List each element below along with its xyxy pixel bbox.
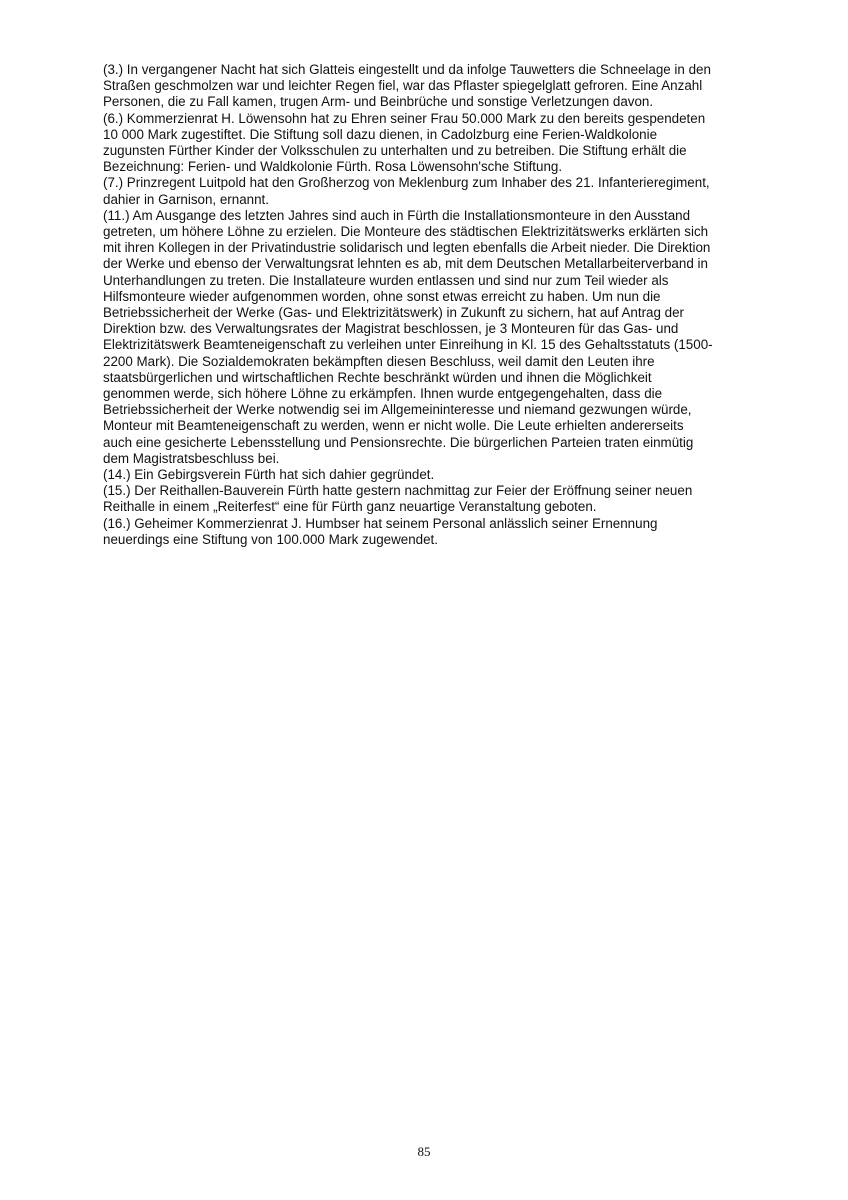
page-number: 85 — [417, 1144, 431, 1159]
chronicle-text — [103, 62, 753, 548]
entry-3: (3.) In vergangener Nacht hat sich Glatteis eingestellt und da infolge Tauwetters die Schneelage in den Straßen geschmolzen war und leichter Regen fiel, war das Pflaster spiegelglatt gefroren. Eine Anzahl Personen, die zu Fall kamen, trugen Arm- und Beinbrüche und sonstige Verletzungen davon. — [103, 62, 711, 110]
entry-11: (11.) Am Ausgange des letzten Jahres sind auch in Fürth die Installationsmonteure in den Ausstand getreten, um höhere Löhne zu erzielen. Die Monteure des städtischen Elektrizitätswerks erklärten sich mit ihren Kollegen in der Privatindustrie solidarisch und legten ebenfalls die Arbeit nieder. Die Direktion der Werke und ebenso der Verwaltungsrat lehnten es ab, mit dem Deutschen Metallarbeiterverband in Unterhandlungen zu treten. Die Installateure wurden entlassen und sind nur zum Teil wieder als Hilfsmonteure wieder aufgenommen worden, ohne sonst etwas erreicht zu haben. Um nun die Betriebssicherheit der Werke (Gas- und Elektrizitätswerk) in Zukunft zu sichern, hat auf Antrag der Direktion bzw. des Verwaltungsrates der Magistrat beschlossen, je 3 Monteuren für das Gas- und Elektrizitätswerk Beamteneigenschaft zu verleihen unter Einreihung in Kl. 15 des Gehaltsstatuts (1500- 2200 Mark). Die Sozialdemokraten bekämpften diesen Beschluss, weil damit den Leuten ihre staatsbürgerlichen und wirtschaftlichen Rechte beschränkt würden und ihnen die Möglichkeit genommen werde, sich höhere Löhne zu erkämpfen. Ihnen wurde entgegengehalten, dass die Betriebssicherheit der Werke notwendig sei im Allgemeininteresse und niemand gezwungen würde, Monteur mit Beamteneigenschaft zu werden, wenn er nicht wolle. Die Leute erhielten andererseits auch eine gesicherte Lebensstellung und Pensionsrechte. Die bürgerlichen Parteien traten einmütig dem Magistratsbeschluss bei. — [103, 207, 713, 466]
entry-6: (6.) Kommerzienrat H. Löwensohn hat zu Ehren seiner Frau 50.000 Mark zu den bereits gespendeten 10 000 Mark zugestiftet. Die Stiftung soll dazu dienen, in Cadolzburg eine Ferien-Waldkolonie zugunsten Fürther Kinder der Volksschulen zu unterhalten und zu betreiben. Die Stiftung erhält die Bezeichnung: Ferien- und Waldkolonie Fürth. Rosa Löwensohn'sche Stiftung. — [103, 110, 706, 175]
entry-15: (15.) Der Reithallen-Bauverein Fürth hatte gestern nachmittag zur Feier der Eröffnung seiner neuen Reithalle in einem „Reiterfest“ eine für Fürth ganz neuartige Veranstaltung geboten. — [103, 483, 693, 515]
entry-7: (7.) Prinzregent Luitpold hat den Großherzog von Meklenburg zum Inhaber des 21. Infanterieregiment, dahier in Garnison, ernannt. — [103, 175, 710, 207]
entry-16: (16.) Geheimer Kommerzienrat J. Humbser hat seinem Personal anlässlich seiner Ernennung neuerdings eine Stiftung von 100.000 Mark zugewendet. — [103, 515, 658, 547]
entry-14: (14.) Ein Gebirgsverein Fürth hat sich dahier gegründet. — [103, 467, 435, 483]
